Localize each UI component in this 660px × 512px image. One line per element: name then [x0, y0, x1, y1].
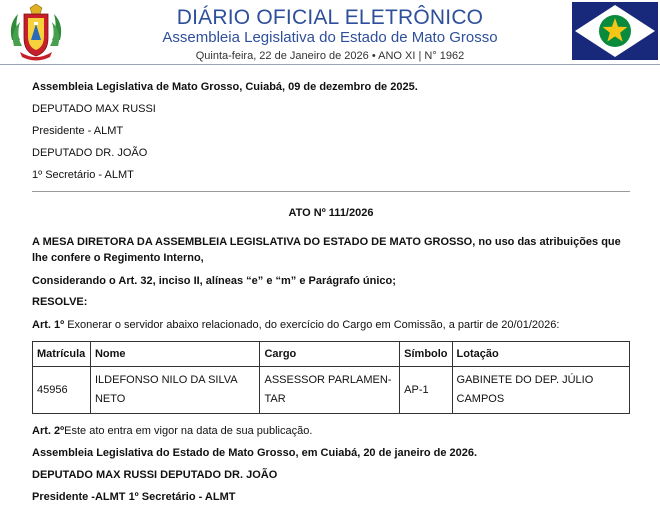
- nome-line-1: ILDEFONSO NILO DA SILVA: [94, 374, 238, 386]
- cell-cargo: [260, 367, 400, 414]
- cargo-line-1: ASSESSOR PARLAMEN-: [264, 374, 392, 386]
- act-title: ATO Nº 111/2026: [288, 207, 374, 219]
- intro-role-1: Presidente - ALMT: [32, 125, 124, 137]
- table-row: [33, 367, 630, 414]
- cargo-line-2: TAR: [264, 393, 286, 405]
- exoneration-table: [32, 341, 630, 414]
- closing-place-date: Assembleia Legislativa do Estado de Mato Grosso, em Cuiabá, 20 de janeiro de 2026.: [32, 447, 478, 459]
- edition-line: Quinta-feira, 22 de Janeiro de 2026 • ANO XI | N° 1962: [195, 50, 465, 62]
- cell-nome: [90, 367, 260, 414]
- col-nome: Nome: [90, 342, 260, 367]
- nome-line-2: NETO: [94, 393, 126, 405]
- mato-grosso-flag-icon: [572, 2, 658, 60]
- closing-names: DEPUTADO MAX RUSSI DEPUTADO DR. JOÃO: [32, 469, 278, 481]
- col-lotacao: Lotação: [452, 342, 629, 367]
- col-cargo: Cargo: [260, 342, 400, 367]
- intro-name-2: DEPUTADO DR. JOÃO: [32, 147, 148, 159]
- article-1: [32, 318, 630, 333]
- coat-of-arms-icon: [4, 2, 68, 62]
- article-2-text: Este ato entra em vigor na data de sua publicação.: [64, 425, 313, 437]
- cell-matricula: 45956: [33, 367, 91, 414]
- considering-line: Considerando o Art. 32, inciso II, alíneas “e” e “m” e Parágrafo único;: [32, 275, 396, 287]
- preamble-rest: no uso das atribuições que: [475, 236, 621, 248]
- journal-subtitle: Assembleia Legislativa do Estado de Mato Grosso: [162, 29, 498, 46]
- intro-place-date: Assembleia Legislativa de Mato Grosso, Cuiabá, 09 de dezembro de 2025.: [32, 81, 418, 93]
- cell-simbolo: AP-1: [400, 367, 452, 414]
- article-2-label: Art. 2º: [32, 425, 65, 437]
- section-divider: [32, 191, 630, 192]
- preamble-line-1: [32, 235, 630, 250]
- page-header: [0, 0, 660, 65]
- journal-title: DIÁRIO OFICIAL ELETRÔNICO: [176, 6, 484, 29]
- article-1-text: Exonerar o servidor abaixo relacionado, do exercício do Cargo em Comissão, a partir de 20/01/2026:: [64, 319, 560, 331]
- lotacao-line-2: CAMPOS: [456, 393, 505, 405]
- intro-name-1: DEPUTADO MAX RUSSI: [32, 103, 156, 115]
- cell-lotacao: [452, 367, 629, 414]
- table-header-row: [33, 342, 630, 367]
- closing-roles: Presidente -ALMT 1º Secretário - ALMT: [32, 491, 236, 503]
- col-matricula: Matrícula: [33, 342, 91, 367]
- article-2: [32, 424, 630, 439]
- preamble-line-2: lhe confere o Regimento Interno,: [32, 252, 204, 264]
- col-simbolo: Símbolo: [400, 342, 452, 367]
- article-1-label: Art. 1º: [32, 319, 65, 331]
- lotacao-line-1: GABINETE DO DEP. JÚLIO: [456, 374, 594, 386]
- intro-role-2: 1º Secretário - ALMT: [32, 169, 134, 181]
- preamble-bold: A MESA DIRETORA DA ASSEMBLEIA LEGISLATIVA DO ESTADO DE MATO GROSSO,: [32, 236, 476, 248]
- resolve-label: RESOLVE:: [32, 296, 88, 308]
